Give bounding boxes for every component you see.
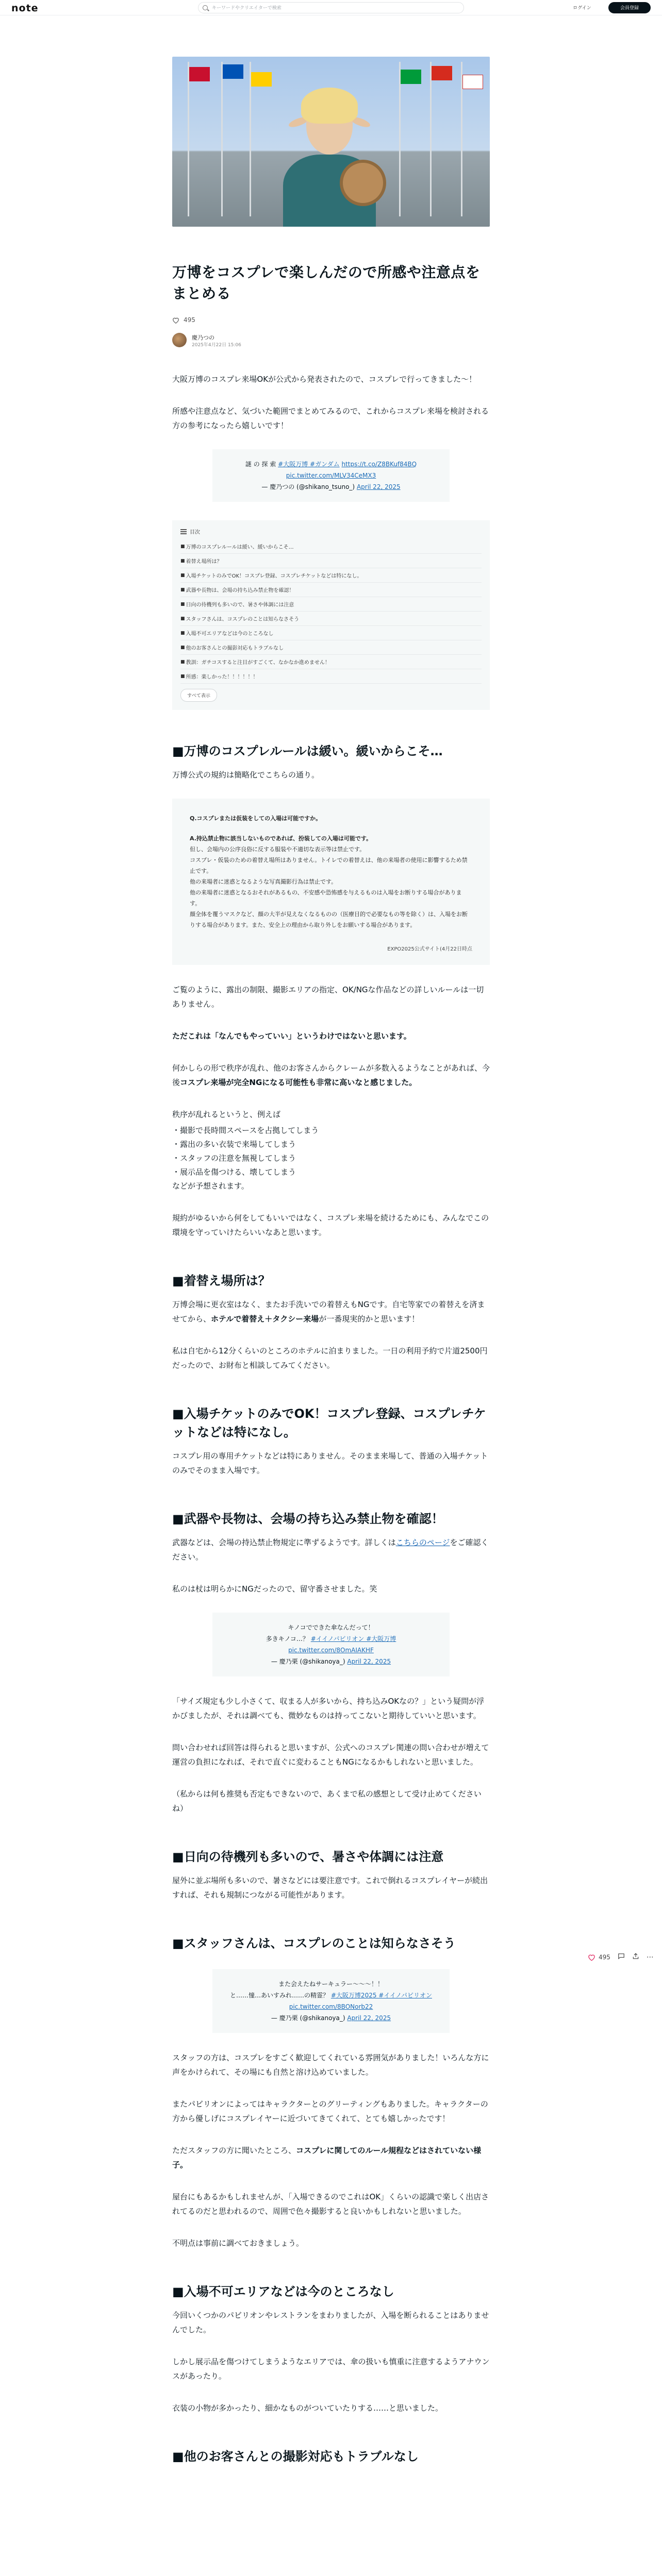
paragraph: 衣装の小物が多かったり、細かなものがついていたりする……と思いました。: [172, 2403, 443, 2413]
tweet-pic-link[interactable]: pic.twitter.com/MLV34CeMX3: [286, 472, 376, 479]
search-box[interactable]: [198, 2, 464, 13]
hero-image: [172, 57, 490, 227]
list-item: ・露出の多い衣装で来場してしまう: [172, 1140, 296, 1149]
tweet-text: また会えたねサーキュラー〜〜〜！！: [278, 1980, 384, 1988]
paragraph: 屋外に並ぶ場所も多いので、暑さなどには要注意です。これで倒れるコスプレイヤーが続出すれば、それも規制につながる可能性があります。: [172, 1876, 488, 1900]
paragraph: 屋台にもあるかもしれませんが、「入場できるのでこれはOK」くらいの認識で楽しく出店されてるのだと思われるので、周囲で色々撮影すると良いかもしれないと思いました。: [172, 2192, 489, 2216]
top-navigation-bar: [0, 0, 662, 15]
intro-paragraph: 大阪万博のコスプレ来場OKが公式から発表されたので、コスプレで行ってきました〜！: [172, 375, 477, 384]
paragraph: 武器などは、会場の持込禁止物規定に準ずるようです。詳しくはこちらのページをご確認ください。: [172, 1538, 489, 1562]
like-row: [172, 315, 490, 325]
like-count: 495: [184, 316, 195, 324]
toc-label: 目次: [190, 530, 200, 535]
tweet-hashtags[interactable]: #イイノパビリオン #大阪万博: [310, 1635, 396, 1642]
author-name[interactable]: 慶乃つの: [192, 334, 214, 341]
tweet-text: キノコでできた傘なんだって！: [288, 1624, 374, 1631]
tweet-pic-link[interactable]: pic.twitter.com/8OmAIAKHF: [288, 1647, 374, 1654]
tweet-hashtags[interactable]: #大阪万博2025 #イイノパビリオン: [330, 1992, 432, 1999]
paragraph: 私は自宅から12分くらいのところのホテルに泊まりました。一日の利用予約で片道2500円だったので、お財布と相談してみてください。: [172, 1346, 488, 1370]
toc-item[interactable]: ■ 入場不可エリアなどは今のところなし: [180, 626, 482, 640]
section-heading: ■日向の待機列も多いので、暑さや体調には注意: [172, 1850, 444, 1864]
side-like-button[interactable]: [588, 1954, 610, 1961]
paragraph: スタッフの方は、コスプレをすごく歓迎してくれている雰囲気がありました！いろんな方に声をかけられて、その場にも自然と溶け込めていました。: [172, 2053, 489, 2077]
paragraph: 規約がゆるいから何をしてもいいではなく、コスプレ来場を続けるためにも、みんなでこの環境を守っていけたらいいなあと思います。: [172, 1213, 489, 1237]
toc-item[interactable]: ■ 日向の待機列も多いので、暑さや体調には注意: [180, 597, 482, 612]
signup-button[interactable]: 会員登録: [608, 2, 651, 13]
paragraph: 私のは杖は明らかにNGだったので、留守番させました。笑: [172, 1584, 377, 1594]
section-heading: ■着替え場所は？: [172, 1274, 271, 1288]
quote-answer: A.持込禁止物に該当しないものであれば、扮装しての入場は可能です。: [190, 835, 372, 842]
list-item: ・スタッフの注意を無視してしまう: [172, 1154, 296, 1163]
rules-quote-block: [172, 799, 490, 965]
toc-show-all-button[interactable]: すべて表示: [180, 689, 217, 702]
paragraph: またパビリオンによってはキャラクターとのグリーティングもありました。キャラクターの方から優しげにコスプレイヤーに近づいてきてくれて、とても嬉しかったです！: [172, 2099, 488, 2123]
more-icon[interactable]: ⋯: [646, 1953, 654, 1961]
section-heading: ■入場不可エリアなどは今のところなし: [172, 2284, 394, 2299]
tweet-author: — 慶乃栗 (@shikanoya_): [271, 1658, 345, 1665]
cosplayer-figure: [278, 82, 381, 227]
heart-icon: [588, 1954, 595, 1961]
quote-question: Q.コスプレまたは仮装をしての入場は可能ですか。: [190, 815, 322, 822]
paragraph: しかし展示品を傷つけてしまうようなエリアでは、傘の扱いも慎重に注意するようアナウンスがあったり。: [172, 2357, 490, 2381]
rules-page-link[interactable]: こちらのページ: [395, 1538, 450, 1547]
tweet-link[interactable]: https://t.co/Z8BKuf84BQ: [341, 461, 417, 468]
table-of-contents: [172, 520, 490, 710]
tweet-author: — 慶乃栗 (@shikanoya_): [271, 2014, 345, 2022]
paragraph: 万博会場に更衣室はなく、またお手洗いでの着替えもNGです。自宅等家での着替えを済ませてから、ホテルで着替え＋タクシー来場が一番現実的かと思います！: [172, 1300, 485, 1324]
embedded-tweet: キノコでできた傘なんだって！ 多きキノコ…？ #イイノパビリオン #大阪万博 pic.twitter.com/8OmAIAKHF — 慶乃栗 (@shikanoya_) April 22, 2025: [212, 1613, 450, 1676]
tweet-pic-link[interactable]: pic.twitter.com/8BONorb22: [289, 2003, 373, 2010]
quote-answer: 他の来場者に迷惑となるような写真撮影行為は禁止です。: [190, 878, 337, 885]
section-heading: ■武器や長物は、会場の持ち込み禁止物を確認！: [172, 1512, 444, 1526]
toc-item[interactable]: ■ 他のお客さんとの撮影対応もトラブルなし: [180, 640, 482, 655]
tweet-hashtags[interactable]: #大阪万博 #ガンダム: [278, 461, 340, 468]
author-block[interactable]: [172, 333, 490, 349]
quote-answer: 他の来場者に迷惑となるおそれがあるもの、不安感や恐怖感を与えるものは入場をお断りする場合があります。: [190, 889, 462, 907]
section-heading: ■他のお客さんとの撮影対応もトラブルなし: [172, 2449, 419, 2464]
share-icon[interactable]: [632, 1953, 639, 1961]
tweet-date-link[interactable]: April 22, 2025: [356, 483, 401, 490]
paragraph: 不明点は事前に調べておきましょう。: [172, 2239, 304, 2248]
toc-item[interactable]: ■ 入場チケットのみでOK！コスプレ登録、コスプレチケットなどは特になし。: [180, 568, 482, 583]
tweet-author: — 慶乃つの (@shikano_tsuno_): [261, 483, 355, 490]
quote-answer: 但し、会場内の公序良俗に反する服装や不適切な表示等は禁止です。: [190, 846, 366, 853]
tweet-date-link[interactable]: April 22, 2025: [347, 1658, 391, 1665]
section-heading: ■入場チケットのみでOK！コスプレ登録、コスプレチケットなどは特になし。: [172, 1406, 486, 1439]
intro-paragraph: 所感や注意点など、気づいた範囲でまとめてみるので、これからコスプレ来場を検討される方の参考になったら嬉しいです！: [172, 406, 489, 430]
paragraph-bold: ただこれは「なんでもやっていい」というわけではないと思います。: [172, 1031, 411, 1041]
paragraph: ただスタッフの方に聞いたところ、コスプレに関してのルール規程などはされていない様子。: [172, 2146, 482, 2170]
toc-item[interactable]: ■ 着替え場所は？: [180, 554, 482, 568]
list-item: ・展示品を傷つける、壊してしまう: [172, 1167, 296, 1177]
list-item: などが予想されます。: [172, 1181, 249, 1191]
tweet-date-link[interactable]: April 22, 2025: [347, 2014, 391, 2022]
toc-item[interactable]: ■ スタッフさんは、コスプレのことは知らなさそう: [180, 612, 482, 626]
tweet-text: 謎 の 探 索: [245, 461, 276, 468]
paragraph: 万博公式の規約は簡略化でこちらの通り。: [172, 770, 320, 779]
paragraph: 何かしらの形で秩序が乱れ、他のお客さんからクレームが多数入るようなことがあれば、今後コスプレ来場が完全NGになる可能性も非常に高いなと感じました。: [172, 1063, 490, 1087]
quote-answer: 顔全体を覆うマスクなど、顔の大半が見えなくなるものの（医療目的で必要なもの等を除く）は、入場をお断りする場合があります。また、安全上の理由から取り外しをお願いする場合があります。: [190, 911, 468, 928]
avatar[interactable]: [172, 333, 187, 347]
paragraph: コスプレ用の専用チケットなどは特にありません。そのまま来場して、普通の入場チケットのみでそのまま入場です。: [172, 1451, 488, 1475]
publish-date: 2025年4月22日 15:06: [192, 343, 241, 348]
side-like-count: 495: [599, 1953, 610, 1961]
toc-item[interactable]: ■ 武器や長物は、会場の持ち込み禁止物を確認！: [180, 583, 482, 597]
article-title: 万博をコスプレで楽しんだので所感や注意点をまとめる: [172, 264, 481, 302]
note-logo[interactable]: note: [11, 3, 39, 14]
article: [172, 57, 490, 2466]
search-icon: [203, 5, 208, 10]
list-icon: [180, 529, 187, 534]
paragraph: ご覧のように、露出の制限、撮影エリアの指定、OK/NGな作品などの詳しいルールは一切ありません。: [172, 985, 484, 1009]
floating-actions: [588, 1953, 654, 1961]
paragraph: 「サイズ規定も少し小さくて、収まる人が多いから、持ち込みOKなの？」という疑問が浮かびましたが、それは調べても、微妙なものは持ってこないと期待していいと思います。: [172, 1697, 485, 1720]
toc-item[interactable]: ■ 万博のコスプレルールは緩い、緩いからこそ…: [180, 539, 482, 554]
quote-source: EXPO2025公式サイト(4月22日時点: [387, 946, 472, 952]
toc-item[interactable]: ■ 所感：楽しかった！！！！！！: [180, 669, 482, 684]
section-heading: ■スタッフさんは、コスプレのことは知らなさそう: [172, 1936, 456, 1951]
paragraph: 問い合わせれば回答は得られると思いますが、公式へのコスプレ関連の問い合わせが増えて運営の負担になれば、それで直ぐに変わることもNGになるかもしれないと思いました。: [172, 1743, 489, 1767]
list-item: ・撮影で長時間スペースを占拠してしまう: [172, 1126, 319, 1135]
heart-icon[interactable]: [172, 317, 179, 324]
paragraph: 今回いくつかのパビリオンやレストランをまわりましたが、入場を断られることはありませんでした。: [172, 2311, 489, 2334]
paragraph: （私からは何も推奨も否定もできないので、あくまで私の感想として受け止めてくださいね）: [172, 1789, 482, 1813]
toc-item[interactable]: ■ 教訓：ガチコスすると注目がすごくて、なかなか進めません！: [180, 655, 482, 669]
paragraph: 秩序が乱れるというと、例えば: [172, 1110, 281, 1119]
embedded-tweet: また会えたねサーキュラー〜〜〜！！ と……憧…あいすみれ……の精霊？ #大阪万博2025 #イイノパビリオン pic.twitter.com/8BONorb22 — 慶乃栗 (@shikanoya_) April 22, 2025: [212, 1969, 450, 2033]
bullet-list: [172, 1124, 490, 1193]
comment-icon[interactable]: [618, 1953, 625, 1961]
quote-answer: コスプレ・仮装のための着替え場所はありません。トイレでの着替えは、他の来場者の使用に影響するため禁止です。: [190, 857, 468, 874]
search-input[interactable]: [212, 4, 454, 12]
login-button[interactable]: ログイン: [562, 3, 602, 13]
embedded-tweet: [212, 449, 450, 502]
section-heading: ■万博のコスプレルールは緩い。緩いからこそ…: [172, 744, 443, 758]
